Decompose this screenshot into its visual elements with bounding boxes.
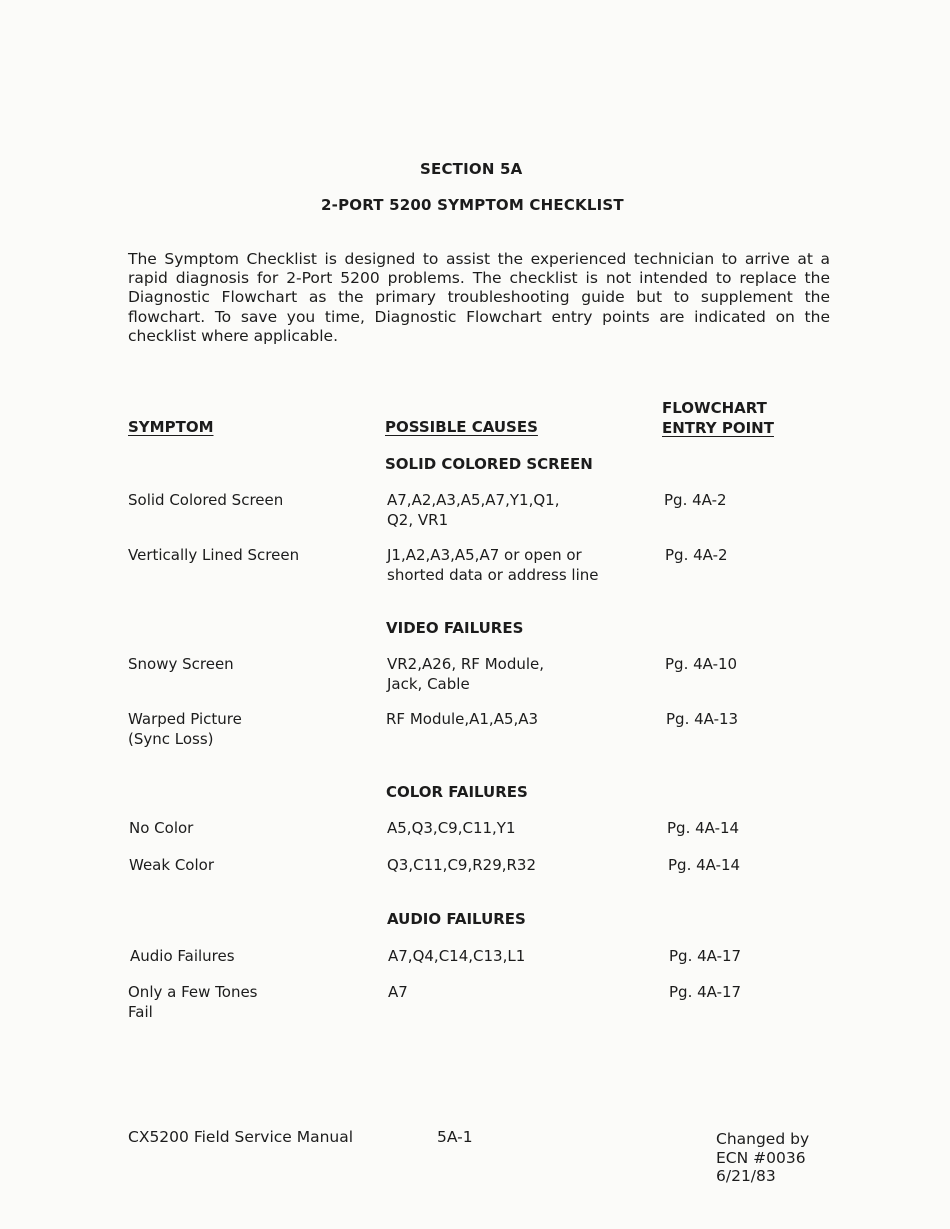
entry-point-cell: Pg. 4A-10 <box>665 655 738 673</box>
causes-cell: J1,A2,A3,A5,A7 or open or shorted data or address line <box>387 546 599 584</box>
category-heading: SOLID COLORED SCREEN <box>385 455 593 473</box>
footer-change-note: Changed by ECN #0036 6/21/83 <box>716 1130 810 1185</box>
symptom-cell: Warped Picture (Sync Loss) <box>128 710 242 748</box>
intro-paragraph: The Symptom Checklist is designed to assist the experienced technician to arrive at a rapid diagnosis for 2-Port 5200 problems. The checklist is not intended to replace the Diagnostic Flowchart as the primary troubleshooting guide but to supplement the flowchart. To save you time, Diagnostic Flowchart entry points are indicated on the checklist where applicable. <box>128 250 830 345</box>
footer-manual-title: CX5200 Field Service Manual <box>128 1128 354 1146</box>
causes-cell: A7 <box>388 983 408 1001</box>
category-heading: VIDEO FAILURES <box>386 619 524 637</box>
entry-point-cell: Pg. 4A-14 <box>667 819 740 837</box>
causes-cell: A7,A2,A3,A5,A7,Y1,Q1, Q2, VR1 <box>387 491 560 529</box>
entry-point-cell: Pg. 4A-2 <box>664 491 727 509</box>
page-title: 2-PORT 5200 SYMPTOM CHECKLIST <box>321 196 624 214</box>
symptom-cell: Solid Colored Screen <box>128 491 284 509</box>
entry-point-cell: Pg. 4A-17 <box>669 983 742 1001</box>
category-heading: AUDIO FAILURES <box>387 910 526 928</box>
symptom-cell: No Color <box>129 819 194 837</box>
entry-point-column-header: FLOWCHART ENTRY POINT <box>662 399 774 437</box>
symptom-cell: Only a Few Tones Fail <box>128 983 258 1021</box>
section-heading: SECTION 5A <box>420 160 523 178</box>
symptom-cell: Audio Failures <box>130 947 235 965</box>
entry-point-cell: Pg. 4A-13 <box>666 710 739 728</box>
symptom-column-header: SYMPTOM <box>128 418 214 436</box>
entry-point-cell: Pg. 4A-2 <box>665 546 728 564</box>
causes-cell: A7,Q4,C14,C13,L1 <box>388 947 526 965</box>
symptom-cell: Snowy Screen <box>128 655 234 673</box>
causes-cell: RF Module,A1,A5,A3 <box>386 710 539 728</box>
entry-point-cell: Pg. 4A-17 <box>669 947 742 965</box>
causes-cell: A5,Q3,C9,C11,Y1 <box>387 819 516 837</box>
symptom-cell: Weak Color <box>129 856 214 874</box>
causes-cell: Q3,C11,C9,R29,R32 <box>387 856 537 874</box>
entry-point-cell: Pg. 4A-14 <box>668 856 741 874</box>
category-heading: COLOR FAILURES <box>386 783 528 801</box>
causes-cell: VR2,A26, RF Module, Jack, Cable <box>387 655 545 693</box>
symptom-cell: Vertically Lined Screen <box>128 546 300 564</box>
causes-column-header: POSSIBLE CAUSES <box>385 418 538 436</box>
footer-page-number: 5A-1 <box>437 1128 473 1146</box>
